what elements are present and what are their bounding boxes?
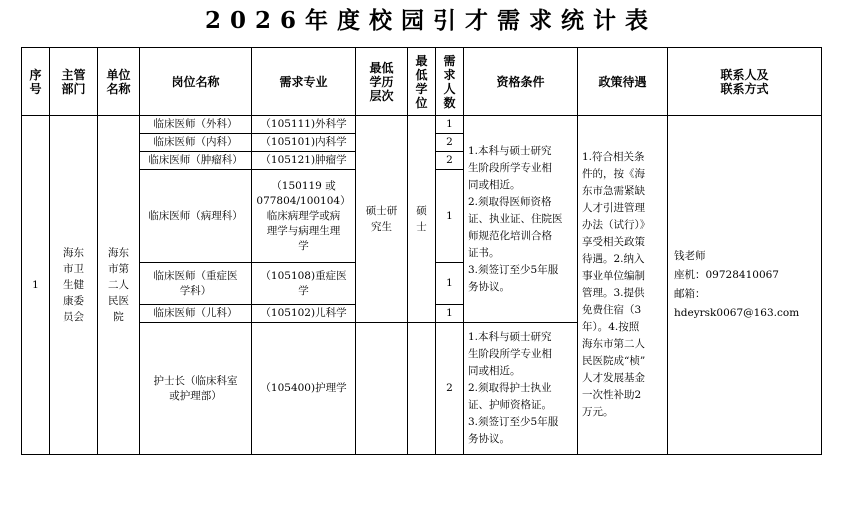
table-row	[22, 116, 822, 134]
unit-cell: 海东 市第 二人 民医 院	[98, 116, 140, 455]
degree-cell: 硕 士	[408, 116, 436, 323]
edu-cell: 硕士研 究生	[356, 116, 408, 323]
position-name: 临床医师（儿科）	[140, 305, 252, 323]
header-edu: 最低 学历 层次	[356, 48, 408, 116]
header-unit: 单位 名称	[98, 48, 140, 116]
position-major: （150119 或 077804/100104） 临床病理学或病 理学与病理生理 学	[252, 170, 356, 263]
position-major: （105102)儿科学	[252, 305, 356, 323]
contact-cell	[668, 116, 822, 455]
position-count: 2	[436, 152, 464, 170]
position-count: 1	[436, 170, 464, 263]
header-policy: 政策待遇	[578, 48, 668, 116]
header-major: 需求专业	[252, 48, 356, 116]
seq-cell: 1	[22, 116, 50, 455]
edu-cell-empty	[356, 323, 408, 455]
position-major: （105400)护理学	[252, 323, 356, 455]
page-title: 2026年度校园引才需求统计表	[204, 7, 657, 34]
header-count: 需 求 人 数	[436, 48, 464, 116]
position-name: 临床医师（内科）	[140, 134, 252, 152]
contact-name: 钱老师	[674, 250, 706, 262]
position-name: 临床医师（外科）	[140, 116, 252, 134]
header-position: 岗位名称	[140, 48, 252, 116]
policy-cell: 1.符合相关条 件的，按《海 东市急需紧缺 人才引进管理 办法（试行）》 享受相关政策 待遇。2.纳入 事业单位编制 管理。3.提供 免费住宿（3 年）。4.按照 海东市第二人 民医院成“桢” 人才发展基金 一次性补助2 万元。	[578, 116, 668, 455]
header-seq: 序 号	[22, 48, 50, 116]
position-major: （105101)内科学	[252, 134, 356, 152]
position-count: 2	[436, 134, 464, 152]
position-name: 临床医师（病理科）	[140, 170, 252, 263]
header-degree: 最 低 学 位	[408, 48, 436, 116]
contact-email-label: 邮箱：	[674, 288, 706, 300]
header-dept: 主管 部门	[50, 48, 98, 116]
position-count: 1	[436, 116, 464, 134]
position-count: 1	[436, 263, 464, 305]
header-row	[22, 48, 822, 116]
position-count: 2	[436, 323, 464, 455]
contact-phone: 座机：09728410067	[674, 269, 779, 281]
position-name: 护士长（临床科室 或护理部）	[140, 323, 252, 455]
qualification-cell: 1.本科与硕士研究 生阶段所学专业相 同或相近。 2.须取得医师资格 证、执业证、住院医 师规范化培训合格 证书。 3.须签订至少5年服 务协议。	[464, 116, 578, 323]
dept-cell: 海东 市卫 生健 康委 员会	[50, 116, 98, 455]
recruitment-table	[21, 47, 822, 455]
position-major: （105108)重症医 学	[252, 263, 356, 305]
degree-cell-empty	[408, 323, 436, 455]
position-count: 1	[436, 305, 464, 323]
position-name: 临床医师（重症医 学科）	[140, 263, 252, 305]
qualification-cell: 1.本科与硕士研究 生阶段所学专业相 同或相近。 2.须取得护士执业 证、护师资格证。 3.须签订至少5年服 务协议。	[464, 323, 578, 455]
position-name: 临床医师（肿瘤科）	[140, 152, 252, 170]
contact-email[interactable]: hdeyrsk0067@163.com	[674, 307, 800, 319]
position-major: （105111)外科学	[252, 116, 356, 134]
header-qual: 资格条件	[464, 48, 578, 116]
header-contact: 联系人及 联系方式	[668, 48, 822, 116]
position-major: （105121)肿瘤学	[252, 152, 356, 170]
